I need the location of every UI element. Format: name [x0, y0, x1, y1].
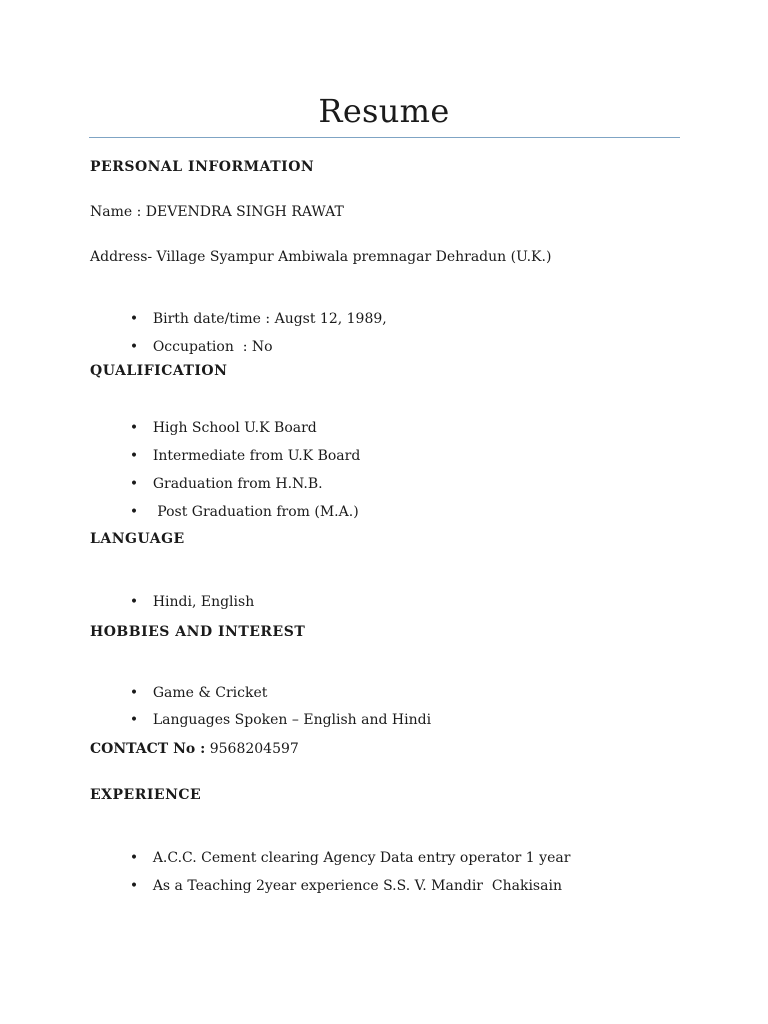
list-item: [112, 488, 359, 536]
birth-date-text: Birth date/time : Augst 12, 1989,: [152, 311, 387, 327]
list-item: [112, 696, 431, 744]
bullet-icon: •: [129, 712, 139, 728]
language-heading: LANGUAGE: [90, 531, 185, 547]
bullet-icon: •: [129, 339, 139, 355]
address-line: Address- Village Syampur Ambiwala premnagar Dehradun (U.K.): [90, 249, 552, 265]
language-item: Hindi, English: [152, 594, 255, 610]
bullet-icon: •: [129, 685, 139, 701]
hobbies-heading: HOBBIES AND INTEREST: [90, 624, 306, 640]
experience-item: A.C.C. Cement clearing Agency Data entry operator 1 year: [152, 850, 571, 866]
bullet-icon: •: [129, 476, 139, 492]
qualification-heading: QUALIFICATION: [90, 363, 228, 379]
experience-heading: EXPERIENCE: [90, 787, 202, 803]
qualification-item: Post Graduation from (M.A.): [152, 504, 359, 520]
bullet-icon: •: [129, 504, 139, 520]
experience-item: As a Teaching 2year experience S.S. V. Mandir Chakisain: [152, 878, 562, 894]
list-item: [112, 578, 254, 626]
page-title: Resume: [318, 92, 450, 130]
list-item: [112, 862, 562, 910]
bullet-icon: •: [129, 878, 139, 894]
personal-info-heading: PERSONAL INFORMATION: [90, 159, 315, 175]
bullet-icon: •: [129, 594, 139, 610]
title-divider: [89, 137, 680, 138]
hobby-item: Languages Spoken – English and Hindi: [152, 712, 432, 728]
contact-number: 9568204597: [205, 741, 299, 757]
name-line: Name : DEVENDRA SINGH RAWAT: [90, 204, 344, 220]
qualification-item: Graduation from H.N.B.: [152, 476, 323, 492]
occupation-text: Occupation : No: [152, 339, 273, 355]
qualification-item: Intermediate from U.K Board: [152, 448, 361, 464]
contact-line: [90, 741, 299, 757]
bullet-icon: •: [129, 850, 139, 866]
hobby-item: Game & Cricket: [152, 685, 268, 701]
bullet-icon: •: [129, 311, 139, 327]
bullet-icon: •: [129, 448, 139, 464]
qualification-item: High School U.K Board: [152, 420, 317, 436]
contact-label: CONTACT No :: [90, 741, 206, 757]
bullet-icon: •: [129, 420, 139, 436]
